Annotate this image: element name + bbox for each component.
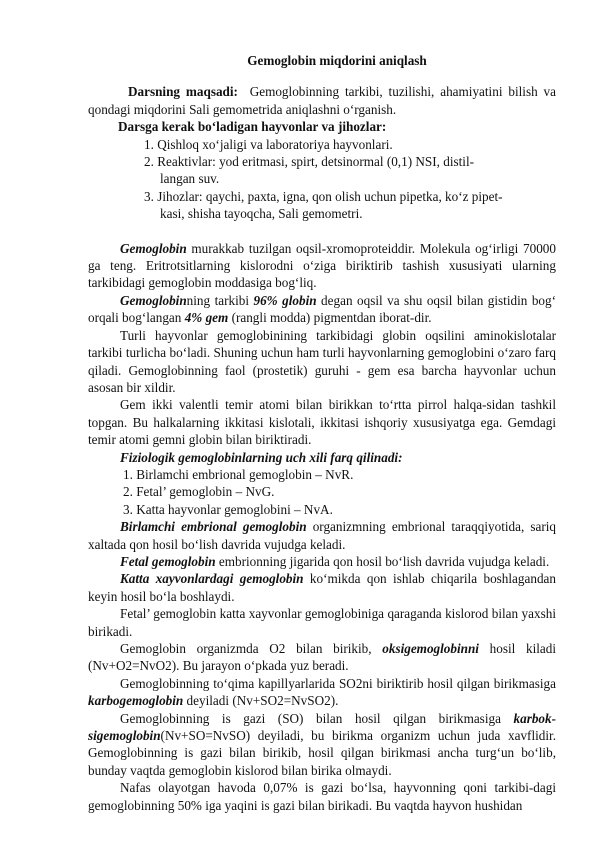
paragraph-text: Gemoglobin organizmda O2 bilan birikib, bbox=[120, 641, 383, 656]
requirements-heading: Darsga kerak bo‘ladigan hayvonlar va jihozlar: bbox=[118, 119, 387, 135]
paragraph-variation: Turli hayvonlar gemoglobinining tarkibidagi globin oqsilini aminokislotalar tarkibi turlicha bo‘ladi. Shuning uchun ham turli hayvonlarning gemoglobini o‘zaro farq qiladi. Gemoglobinning faol (prostetik) guruhi - gem esa barcha hayvonlar uchun asosan bir xildir. bbox=[88, 327, 556, 395]
types-heading bbox=[88, 449, 556, 466]
list-item-text: 3. Jihozlar: qaychi, paxta, igna, qon olish uchun pipetka, ko‘z pipet- bbox=[144, 188, 503, 204]
page-title: Gemoglobin miqdorini aniqlash bbox=[247, 53, 427, 68]
paragraph-text: murakkab tuzilgan oqsil-xromoproteiddir. Molekula og‘irligi 70000 ga teng. Eritrotsitlarning kislorodni o‘ziga biriktirib tashish xususiyati ularning tarkibidagi gemoglobin moddasiga bog‘liq. bbox=[88, 240, 556, 291]
list-item bbox=[144, 188, 556, 223]
term: Gemoglobin bbox=[120, 240, 187, 256]
goal-label: Darsning maqsadi: bbox=[128, 84, 238, 100]
spacer bbox=[88, 223, 556, 240]
lesson-goal bbox=[88, 83, 556, 118]
types-item: 3. Katta hayvonlar gemoglobini – NvA. bbox=[123, 501, 333, 517]
paragraph-definition bbox=[88, 240, 556, 292]
list-item-continuation: kasi, shisha tayoqcha, Sali gemometri. bbox=[160, 206, 363, 222]
term: Birlamchi embrional gemoglobin bbox=[120, 519, 307, 535]
list-item-text: 1. Qishloq xo‘jaligi va laboratoriya hayvonlari. bbox=[144, 136, 393, 152]
gem-percent: 4% gem bbox=[184, 310, 229, 326]
paragraph-co-exposure: Nafas olayotgan havoda 0,07% is gazi bo‘lsa, hayvonning qoni tarkibi-dagi gemoglobinning 50% iga yaqini is gazi bilan birikadi. Bu vaqtda hayvon hushidan bbox=[88, 780, 556, 813]
paragraph-text: deyiladi (Nv+SO2=NvSO2). bbox=[183, 693, 339, 709]
paragraph-text: ko‘mikda qon ishlab chiqarila boshlagandan keyin hosil bo‘la boshlaydi. bbox=[88, 571, 556, 604]
globin-percent: 96% globin bbox=[253, 292, 317, 308]
types-heading-text: Fiziologik gemoglobinlarning uch xili farq qilinadi: bbox=[120, 449, 403, 465]
list-item bbox=[144, 153, 556, 188]
term: Gemoglobin bbox=[120, 292, 187, 308]
paragraph-carboxyhemoglobin bbox=[88, 710, 556, 780]
paragraph-carbohemoglobin bbox=[88, 675, 556, 710]
paragraph-text: (rangli modda) pigmentdan iborat-dir. bbox=[228, 310, 432, 326]
goal-text: Gemoglobinning tarkibi, tuzilishi, ahamiyatini bilish va qondagi miqdorini Sali gemometrida aniqlashni o‘rganish. bbox=[88, 84, 556, 117]
paragraph-fetal-oxygen: Fetal’ gemoglobin katta xayvonlar gemoglobiniga qaraganda kislorod bilan yaxshi birikadi. bbox=[88, 606, 556, 639]
paragraph-adult bbox=[88, 570, 556, 605]
types-item: 2. Fetal’ gemoglobin – NvG. bbox=[123, 484, 275, 500]
paragraph-fetal bbox=[88, 553, 556, 570]
term: Fetal gemoglobin bbox=[120, 553, 216, 569]
list-item bbox=[144, 136, 556, 153]
term: karbok-sigemoglobin bbox=[88, 710, 556, 744]
list-item-text: 2. Reaktivlar: yod eritmasi, spirt, detsinormal (0,1) NSI, distil- bbox=[144, 154, 475, 170]
requirements-list bbox=[88, 136, 556, 223]
list-item-continuation: langan suv. bbox=[160, 171, 220, 187]
paragraph-text: Gemoglobinning is gazi (SO) bilan hosil qilgan birikmasiga bbox=[120, 710, 514, 726]
term: karbogemoglobin bbox=[88, 693, 184, 709]
paragraph-embryonic bbox=[88, 518, 556, 553]
paragraph-text: degan oqsil va shu oqsil bilan gistidin bog‘ orqali bog‘langan bbox=[88, 292, 556, 326]
term: Katta xayvonlardagi gemoglobin bbox=[120, 571, 304, 587]
paragraph-oxyhemoglobin bbox=[88, 640, 556, 675]
paragraph-text: ning tarkibi bbox=[186, 292, 254, 308]
paragraph-text: hosil kiladi (Nv+O2=NvO2). Bu jarayon o‘pkada yuz beradi. bbox=[88, 641, 557, 674]
types-item: 1. Birlamchi embrional gemoglobin – NvR. bbox=[123, 466, 354, 482]
term: oksigemoglobinni bbox=[382, 641, 479, 656]
paragraph-text: Gemoglobinning to‘qima kapillyarlarida SO2ni biriktirib hosil qilgan birikmasiga bbox=[120, 675, 556, 691]
paragraph-text: embrionning jigarida qon hosil bo‘lish davrida vujudga keladi. bbox=[215, 553, 550, 569]
paragraph-composition bbox=[88, 292, 556, 327]
paragraph-text: organizmning embrional taraqqiyotida, sariq xaltada qon hosil bo‘lish davrida vujudga keladi. bbox=[88, 519, 557, 552]
paragraph-text: (Nv+SO=NvSO) deyiladi, bu birikma organizm uchun juda xavflidir. Gemoglobinning is gazi bilan birikib, hosil qilgan birikmasi ancha turg‘un bo‘lib, bunday vaqtda gemoglobin kislorod bilan birika olmaydi. bbox=[88, 728, 556, 778]
paragraph-gem-structure: Gem ikki valentli temir atomi bilan birikkan to‘rtta pirrol halqa-sidan tashkil topgan. Bu halkalarning ikkitasi kislotali, ikkitasi ishqoriy xususiyatga ega. Gemdagi temir atomi gemni globin bilan biriktiradi. bbox=[88, 397, 556, 448]
